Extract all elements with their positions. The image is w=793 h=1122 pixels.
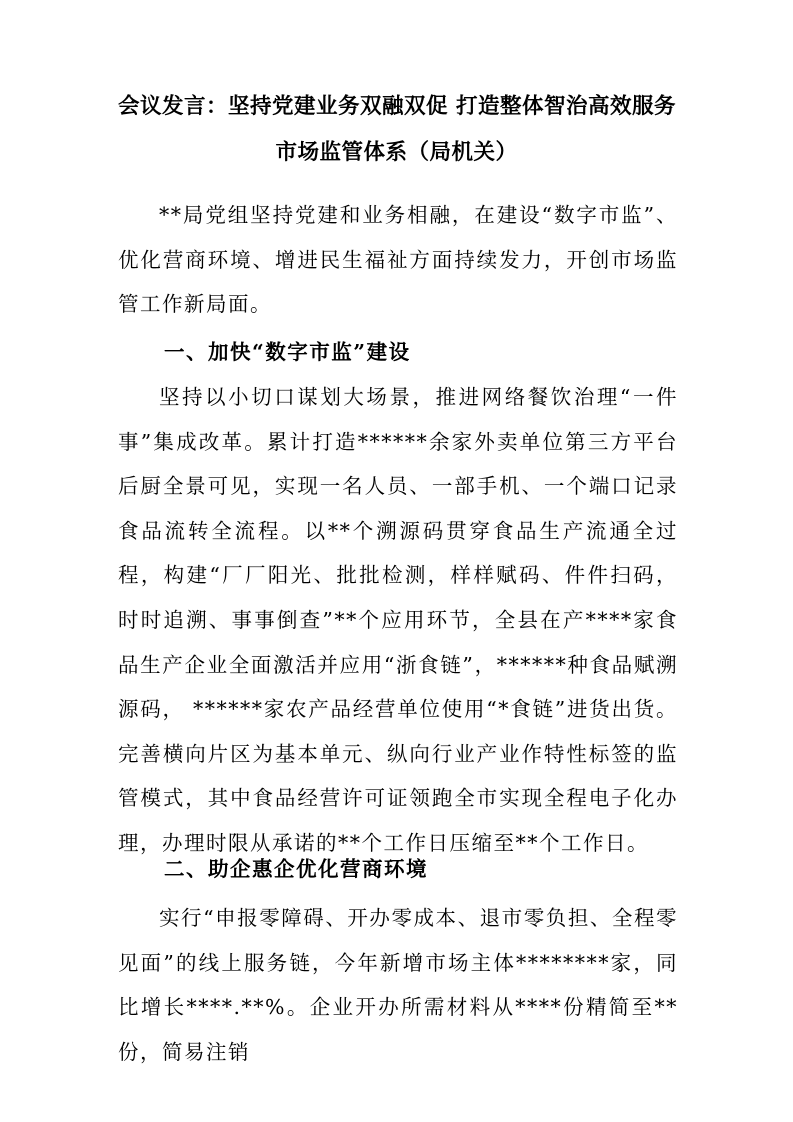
section-2-paragraph: 实行“申报零障碍、开办零成本、退市零负担、全程零见面”的线上服务链，今年新增市场主体********家，同比增长****.**%。企业开办所需材料从****份精简至**份，简易注销 (118, 906, 678, 1064)
section-1-paragraph: 坚持以小切口谋划大场景，推进网络餐饮治理“一件事”集成改革。累计打造******余家外卖单位第三方平台后厨全景可见，实现一名人员、一部手机、一个端口记录食品流转全流程。以**个溯源码贯穿食品生产流通全过程，构建“厂厂阳光、批批检测，样样赋码、件件扫码，时时追溯、事事倒查”**个应用环节，全县在产****家食品生产企业全面激活并应用“浙食链”，******种食品赋溯源码， ******家农产品经营单位使用“*食链”进货出货。完善横向片区为基本单元、纵向行业产业作特性标签的监管模式，其中食品经营许可证领跑全市实现全程电子化办理，办理时限从承诺的**个工作日压缩至**个工作日。 (118, 385, 678, 855)
section-1-heading: 一、加快“数字市监”建设 (164, 340, 411, 364)
intro-paragraph: **局党组坚持党建和业务相融，在建设“数字市监”、优化营商环境、增进民生福祉方面持续发力，开创市场监管工作新局面。 (118, 203, 678, 317)
section-2-heading: 二、助企惠企优化营商环境 (164, 857, 428, 881)
document-title-line-2: 市场监管体系（局机关） (275, 140, 518, 165)
document-title-line-1: 会议发言：坚持党建业务双融双促 打造整体智治高效服务 (118, 94, 676, 119)
